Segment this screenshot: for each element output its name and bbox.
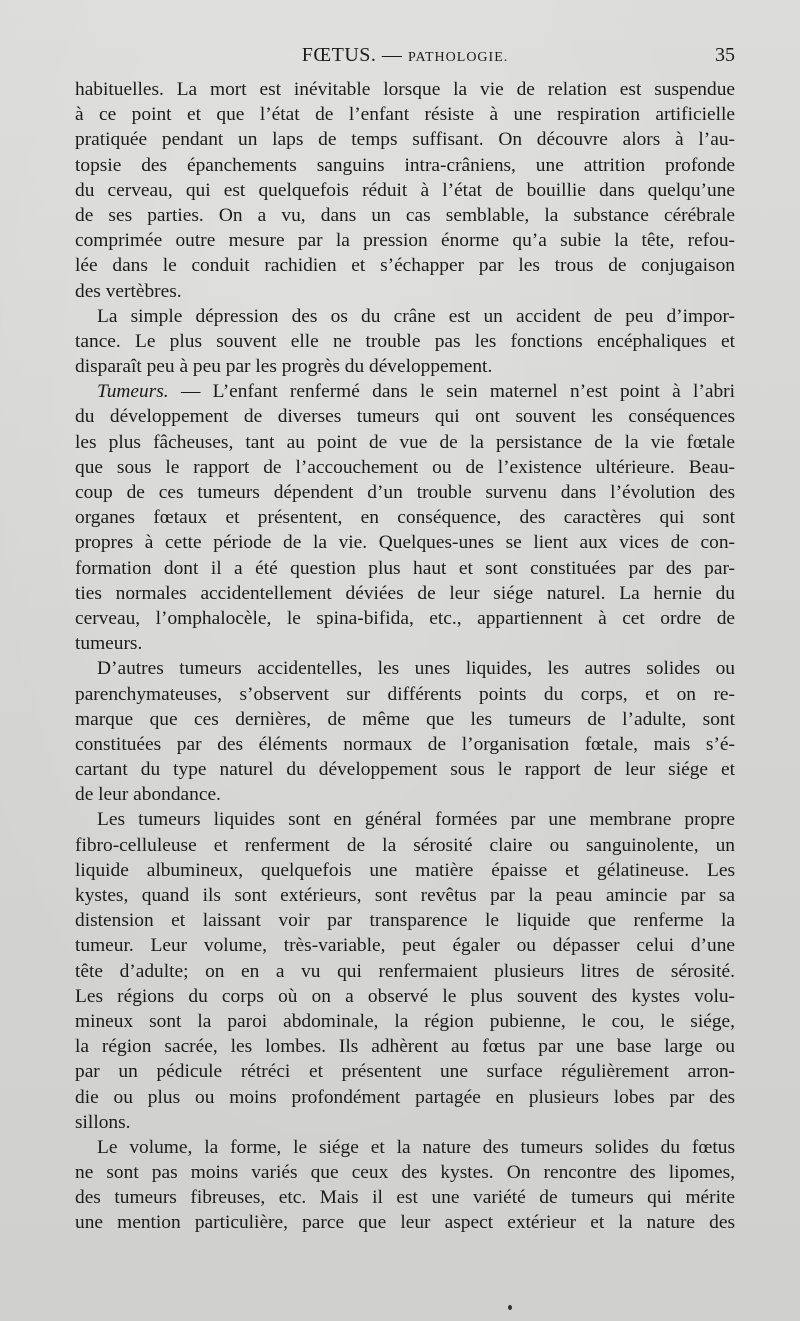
paragraph xyxy=(75,807,735,1134)
running-header xyxy=(75,44,735,70)
text-line: parenchymateuses, s’observent sur différents points du corps, et on re- xyxy=(75,683,735,705)
text-line: pratiquée pendant un laps de temps suffisant. On découvre alors à l’au- xyxy=(75,129,735,151)
text-line: kystes, quand ils sont extérieurs, sont revêtus par la peau amincie par sa xyxy=(75,885,735,906)
text-line: Les tumeurs liquides sont en général formées par une membrane propre xyxy=(97,809,735,831)
text-line-content: — L’enfant renfermé dans le sein maternel n’est point à l’abri xyxy=(168,381,735,403)
text-line: tance. Le plus souvent elle ne trouble pas les fonctions encéphaliques et xyxy=(75,330,735,352)
text-line: liquide albumineux, quelquefois une matière épaisse et gélatineuse. Les xyxy=(75,859,735,881)
text-line: D’autres tumeurs accidentelles, les unes liquides, les autres solides ou xyxy=(97,658,735,680)
text-line: tumeur. Leur volume, très-variable, peut égaler ou dépasser celui d’une xyxy=(75,935,735,957)
text-line: une mention particulière, parce que leur aspect extérieur et la nature des xyxy=(75,1212,735,1234)
text-line: de ses parties. On a vu, dans un cas semblable, la substance cérébrale xyxy=(75,204,735,226)
text-line: distension et laissant voir par transparence le liquide que renferme la xyxy=(75,910,735,932)
text-line: la région sacrée, les lombes. Ils adhèrent au fœtus par une base large ou xyxy=(75,1036,735,1058)
text-line: Les régions du corps où on a observé le plus souvent des kystes volu- xyxy=(75,985,735,1007)
paragraph xyxy=(75,1135,735,1236)
text-line: à ce point et que l’état de l’enfant résiste à une respiration artificielle xyxy=(75,104,735,126)
text-line: propres à cette période de la vie. Quelques-unes se lient aux vices de con- xyxy=(75,532,735,554)
text-line: du cerveau, qui est quelquefois réduit à l’état de bouillie dans quelqu’une xyxy=(75,179,735,201)
text-line: ties normales accidentellement déviées de leur siége naturel. La hernie du xyxy=(75,582,735,604)
text-line: tumeurs. xyxy=(75,633,143,655)
text-line: cerveau, l’omphalocèle, le spina-bifida, etc., appartiennent à cet ordre de xyxy=(75,607,735,629)
running-title-sub: PATHOLOGIE. xyxy=(407,50,509,65)
paragraph xyxy=(75,656,735,807)
text-line: constituées par des éléments normaux de l’organisation fœtale, mais s’é- xyxy=(75,733,735,755)
text-line: des vertèbres. xyxy=(75,280,182,302)
paragraph xyxy=(75,379,735,656)
text-line xyxy=(75,379,735,404)
text-line: disparaît peu à peu par les progrès du développement. xyxy=(75,356,493,378)
text-line: marque que ces dernières, de même que les tumeurs de l’adulte, sont xyxy=(75,708,735,730)
text-line: topsie des épanchements sanguins intra-crâniens, une attrition profonde xyxy=(75,154,735,176)
text-line: tête d’adulte; on en a vu qui renfermaient plusieurs litres de sérosité. xyxy=(75,960,735,982)
text-line: die ou plus ou moins profondément partagée en plusieurs lobes par des xyxy=(75,1086,735,1108)
text-line: organes fœtaux et présentent, en conséquence, des caractères qui sont xyxy=(75,507,735,529)
text-line: coup de ces tumeurs dépendent d’un trouble survenu dans l’évolution des xyxy=(75,482,735,503)
running-title xyxy=(75,44,735,67)
text-line: La simple dépression des os du crâne est un accident de peu d’impor- xyxy=(97,305,735,327)
text-line: fibro-celluleuse et renferment de la sérosité claire ou sanguinolente, un xyxy=(75,834,735,856)
text-line: cartant du type naturel du développement sous le rapport de leur siége et xyxy=(75,759,735,781)
body-text xyxy=(75,77,735,1236)
text-line: lée dans le conduit rachidien et s’échapper par les trous de conjugaison xyxy=(75,255,735,277)
text-line: de leur abondance. xyxy=(75,784,221,806)
text-line: du développement de diverses tumeurs qui ont souvent les conséquences xyxy=(75,406,735,428)
text-line: les plus fâcheuses, tant au point de vue de la persistance de la vie fœtale xyxy=(75,431,735,453)
text-line: habituelles. La mort est inévitable lorsque la vie de relation est suspendue xyxy=(75,79,735,100)
paragraph xyxy=(75,304,735,380)
paragraph xyxy=(75,77,735,304)
running-title-main: FŒTUS. — xyxy=(301,44,408,66)
text-line: comprimée outre mesure par la pression énorme qu’a subie la tête, refou- xyxy=(75,230,735,252)
section-lead: Tumeurs. xyxy=(97,381,169,403)
text-line: par un pédicule rétréci et présentent une surface régulièrement arron- xyxy=(75,1061,735,1083)
text-line: mineux sont la paroi abdominale, la région pubienne, le cou, le siége, xyxy=(75,1010,735,1032)
print-speck xyxy=(508,1305,512,1310)
text-line: des tumeurs fibreuses, etc. Mais il est une variété de tumeurs qui mérite xyxy=(75,1187,735,1209)
text-line: que sous le rapport de l’accouchement ou de l’existence ultérieure. Beau- xyxy=(75,456,735,478)
text-line: formation dont il a été question plus haut et sont constituées par des par- xyxy=(75,557,735,579)
text-line: Le volume, la forme, le siége et la nature des tumeurs solides du fœtus xyxy=(97,1136,735,1158)
text-line: sillons. xyxy=(75,1111,131,1133)
text-line: ne sont pas moins variés que ceux des kystes. On rencontre des lipomes, xyxy=(75,1162,735,1184)
page-number: 35 xyxy=(715,44,735,66)
